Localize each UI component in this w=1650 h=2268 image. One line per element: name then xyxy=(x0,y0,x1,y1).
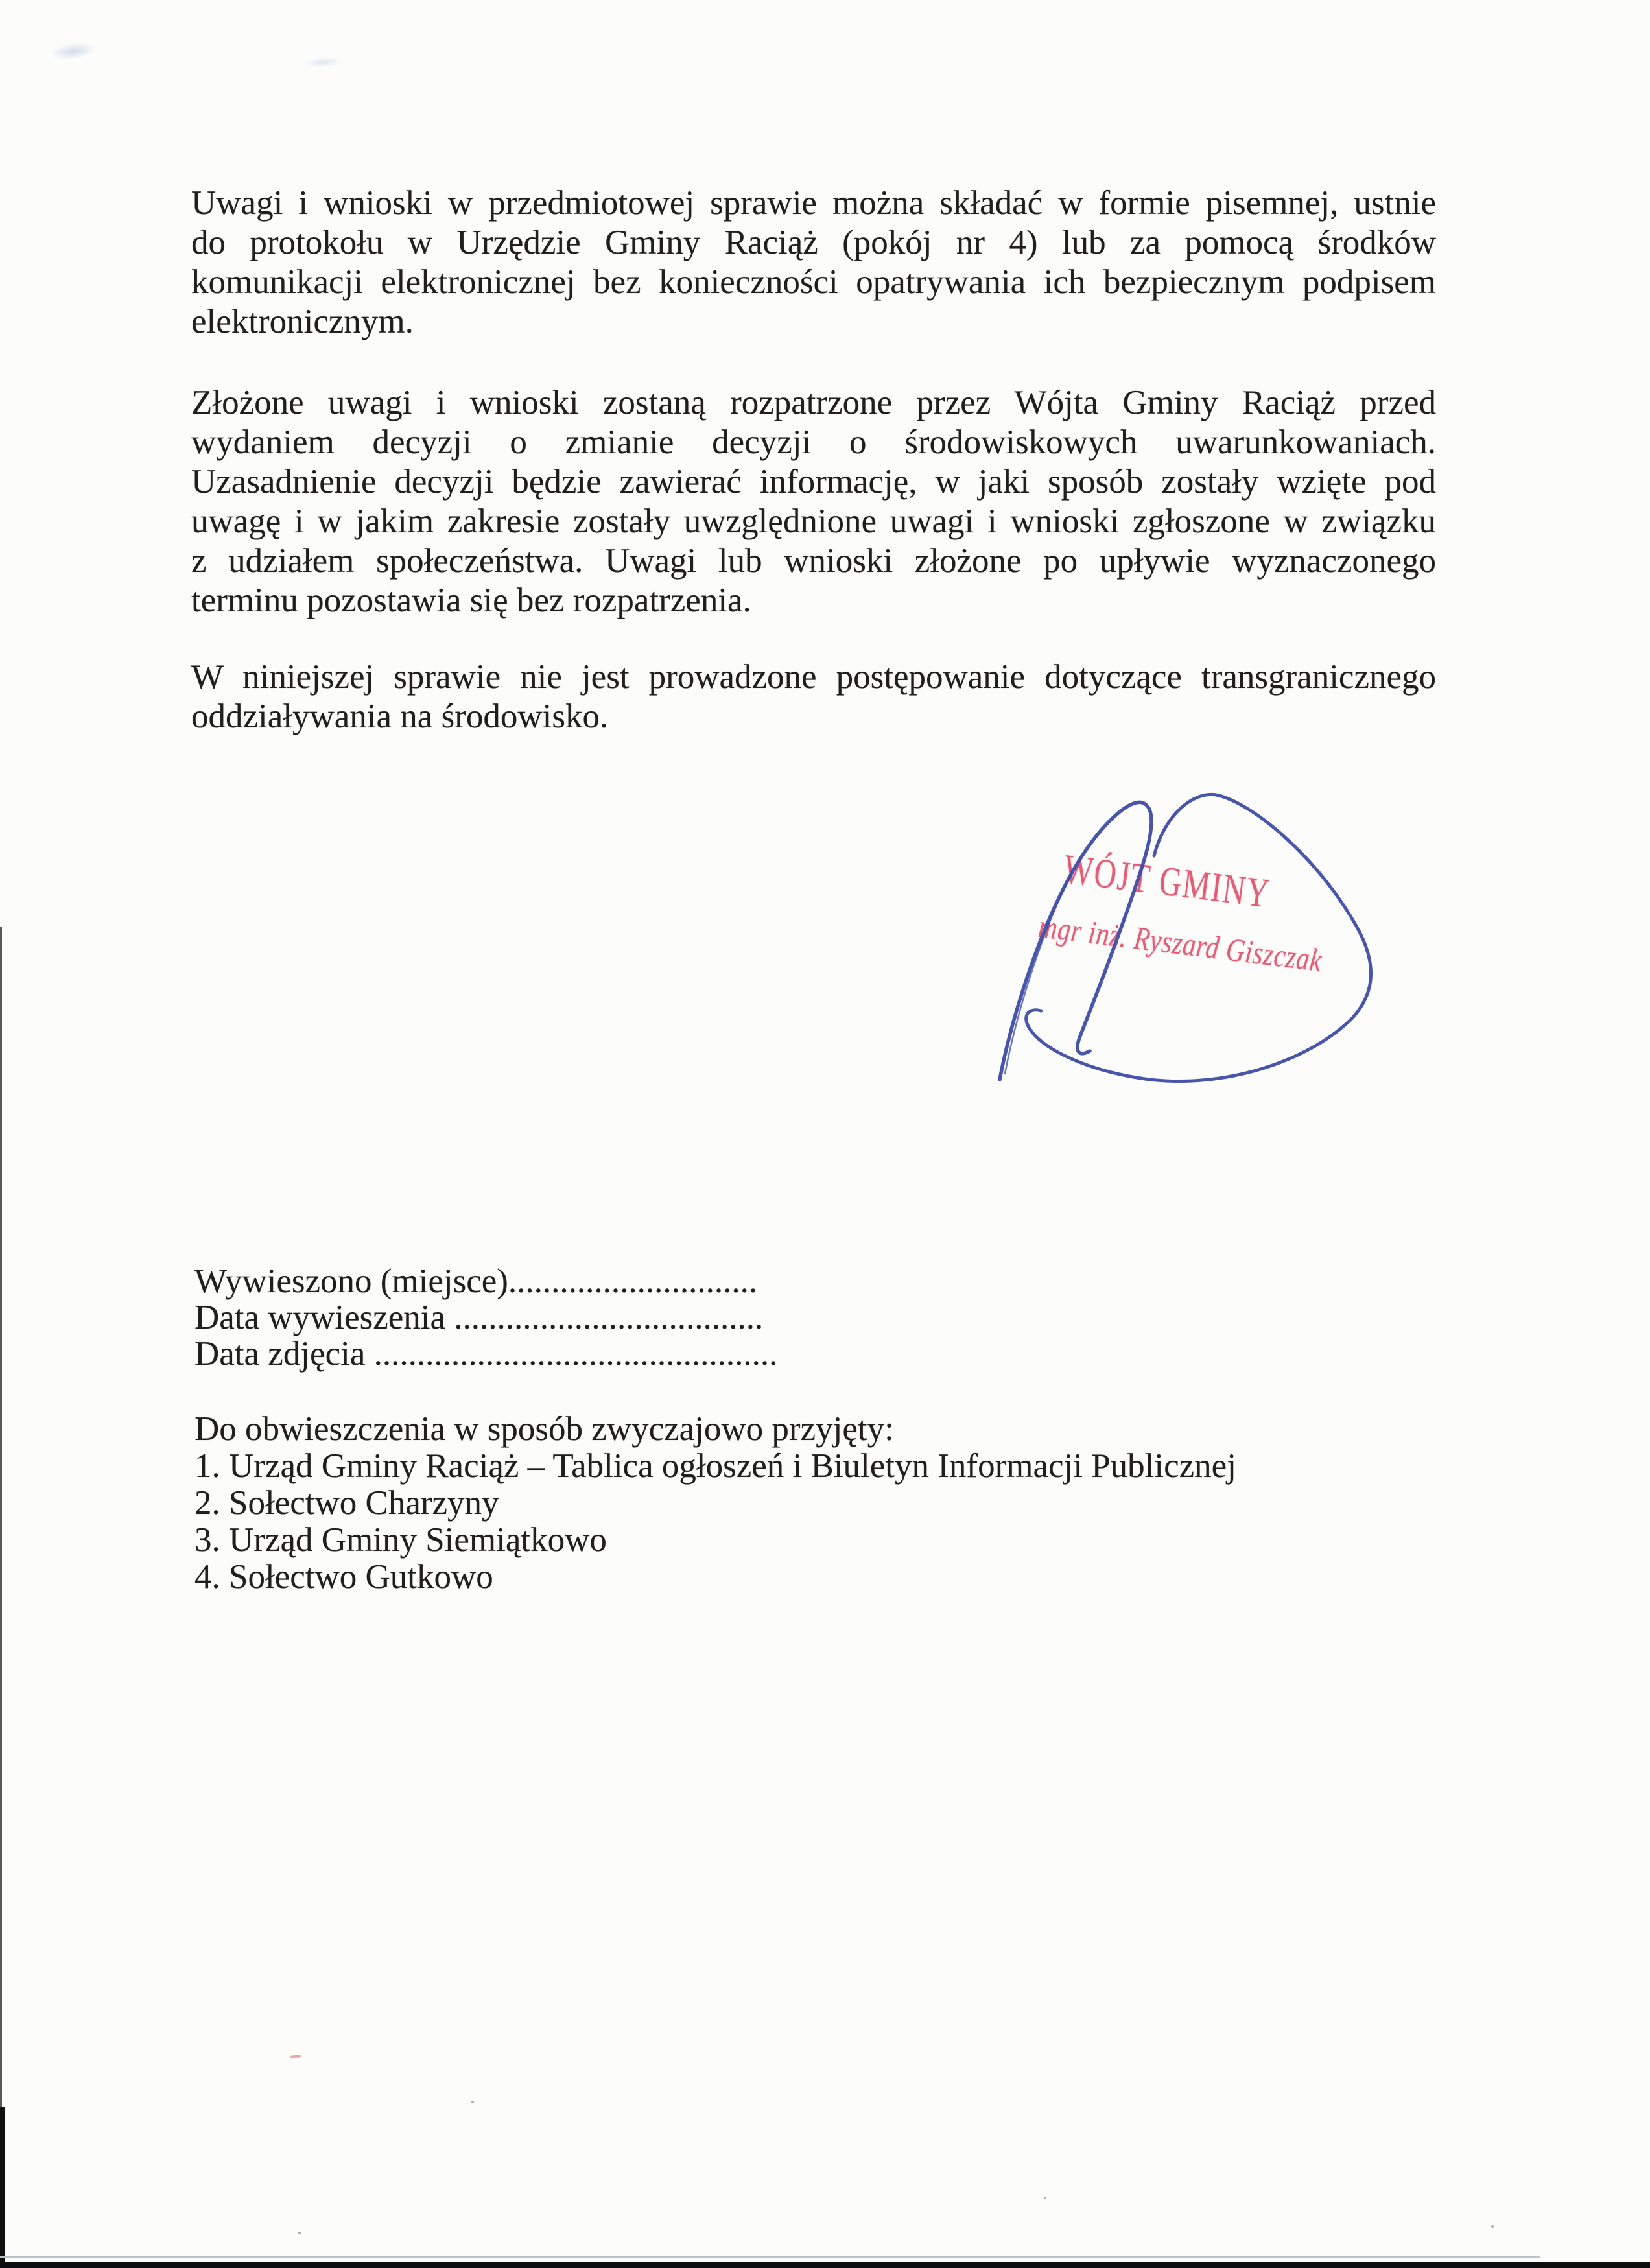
text-line: Data zdjęcia ............................................... xyxy=(194,1335,778,1373)
text-line: Uwagi i wnioski w przedmiotowej sprawie można składać w formie pisemnej, ustnie xyxy=(191,184,1436,222)
paragraph-transboundary-info xyxy=(191,657,1436,737)
text-line: terminu pozostawia się bez rozpatrzenia. xyxy=(191,582,751,619)
scan-artifact-left-corner xyxy=(0,2107,5,2268)
text-line: uwagę i w jakim zakresie zostały uwzględnione uwagi i wnioski zgłoszone w związku xyxy=(191,502,1436,540)
stamp-name: mgr inż. Ryszard Giszczak xyxy=(1036,907,1325,979)
scan-artifact-smudge xyxy=(303,56,343,69)
paragraph-review-info xyxy=(191,383,1436,620)
text-line: do protokołu w Urzędzie Gminy Raciąż (pokój nr 4) lub za pomocą środków xyxy=(191,224,1436,261)
text-line: W niniejszej sprawie nie jest prowadzone postępowanie dotyczące transgranicznego xyxy=(191,658,1436,696)
text-line: Data wywieszenia .................................... xyxy=(194,1299,764,1336)
text-line: oddziaływania na środowisko. xyxy=(191,698,609,735)
distribution-heading: Do obwieszczenia w sposób zwyczajowo przyjęty: xyxy=(194,1410,894,1448)
paragraph-submission-info xyxy=(191,183,1436,342)
scan-artifact-smudge xyxy=(50,40,97,62)
text-line: Wywieszono (miejsce)............................. xyxy=(194,1262,758,1300)
scan-artifact-speck xyxy=(1044,2197,1046,2199)
text-line: Uzasadnienie decyzji będzie zawierać informację, w jaki sposób zostały wzięte pod xyxy=(191,463,1436,501)
text-line: Złożone uwagi i wnioski zostaną rozpatrzone przez Wójta Gminy Raciąż przed xyxy=(191,384,1436,421)
text-line: komunikacji elektronicznej bez konieczności opatrywania ich bezpiecznym podpisem xyxy=(191,263,1436,301)
text-line: 1. Urząd Gminy Raciąż – Tablica ogłoszeń i Biuletyn Informacji Publicznej xyxy=(194,1447,1236,1485)
text-line: 4. Sołectwo Gutkowo xyxy=(194,1558,493,1596)
posting-record-block xyxy=(194,1263,1439,1372)
scan-artifact-left-edge xyxy=(0,927,2,2268)
scan-artifact-speck xyxy=(1491,2225,1494,2228)
scan-artifact-paper-edge-line xyxy=(0,2256,1540,2258)
text-line: wydaniem decyzji o zmianie decyzji o środowiskowych uwarunkowaniach. xyxy=(191,423,1436,461)
scan-artifact-bottom-strip xyxy=(0,2262,1650,2268)
distribution-items xyxy=(194,1448,1439,1596)
text-line: 2. Sołectwo Charzyny xyxy=(194,1484,499,1522)
scan-artifact-red-dash xyxy=(290,2055,301,2058)
text-line: 3. Urząd Gminy Siemiątkowo xyxy=(194,1521,607,1559)
stamp-title: WÓJT GMINY xyxy=(1061,845,1273,917)
scan-artifact-speck xyxy=(298,2232,301,2234)
handwritten-signature-icon xyxy=(940,778,1394,1102)
distribution-block xyxy=(194,1411,1439,1596)
text-line: z udziałem społeczeństwa. Uwagi lub wnioski złożone po upływie wyznaczonego xyxy=(191,542,1436,580)
scan-artifact-speck xyxy=(471,2101,474,2103)
text-line: elektronicznym. xyxy=(191,303,414,340)
